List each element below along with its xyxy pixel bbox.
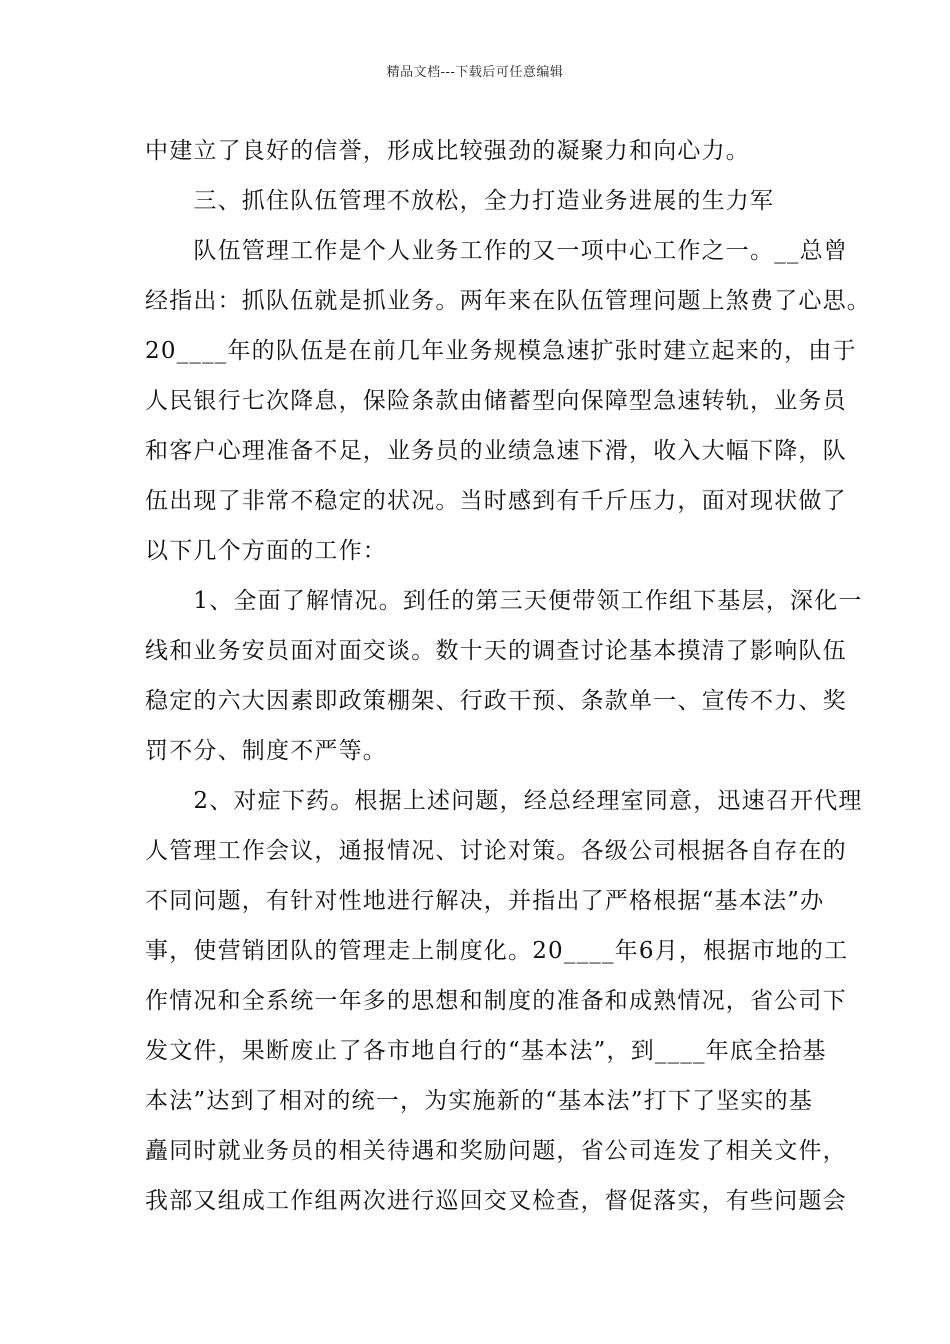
text-line: 线和业务安员面对面交谈。数十天的调查讨论基本摸清了影响队伍 <box>145 638 847 664</box>
text-line: 伍出现了非常不稳定的状况。当时感到有千斤压力，面对现状做了 <box>145 488 847 514</box>
text-line: 2、对症下药。根据上述问题，经总经理室同意，迅速召开代理 <box>145 788 863 814</box>
text-line: 罚不分、制度不严等。 <box>145 738 387 764</box>
text-line: 我部又组成工作组两次进行巡回交叉检查，督促落实，有些问题会 <box>145 1188 847 1214</box>
text-line: 和客户心理准备不足，业务员的业绩急速下滑，收入大幅下降，队 <box>145 438 847 464</box>
section-heading: 三、抓住队伍管理不放松，全力打造业务进展的生力军 <box>145 188 775 214</box>
text-line: 矗同时就业务员的相关待遇和奖励问题，省公司连发了相关文件， <box>145 1138 847 1164</box>
page-header: 精品文档---下载后可任意编辑 <box>386 65 564 80</box>
text-line: 20____年的队伍是在前几年业务规模急速扩张时建立起来的，由于 <box>145 338 857 364</box>
text-line: 人管理工作会议，通报情况、讨论对策。各级公司根据各自存在的 <box>145 838 847 864</box>
text-line: 稳定的六大因素即政策棚架、行政干预、条款单一、宣传不力、奖 <box>145 688 847 714</box>
text-line: 作情况和全系统一年多的思想和制度的准备和成熟情况，省公司下 <box>145 988 847 1014</box>
text-line: 经指出：抓队伍就是抓业务。两年来在队伍管理问题上煞费了心思。 <box>145 288 871 314</box>
text-line: 中建立了良好的信誉，形成比较强劲的凝聚力和向心力。 <box>145 138 750 164</box>
text-line: 1、全面了解情况。到任的第三天便带领工作组下基层，深化一 <box>145 588 863 614</box>
text-line: 本法”达到了相对的统一，为实施新的“基本法”打下了坚实的基 <box>145 1088 814 1114</box>
text-line: 不同问题，有针对性地进行解决，并指出了严格根据“基本法”办 <box>145 888 825 914</box>
text-line: 发文件，果断废止了各市地自行的“基本法”，到____年底全拾基 <box>145 1038 827 1064</box>
text-line: 人民银行七次降息，保险条款由储蓄型向保障型急速转轨，业务员 <box>145 388 847 414</box>
text-line: 以下几个方面的工作： <box>145 538 387 564</box>
text-line: 队伍管理工作是个人业务工作的又一项中心工作之一。__总曾 <box>145 238 848 264</box>
text-line: 事，使营销团队的管理走上制度化。20____年6月，根据市地的工 <box>145 938 849 964</box>
